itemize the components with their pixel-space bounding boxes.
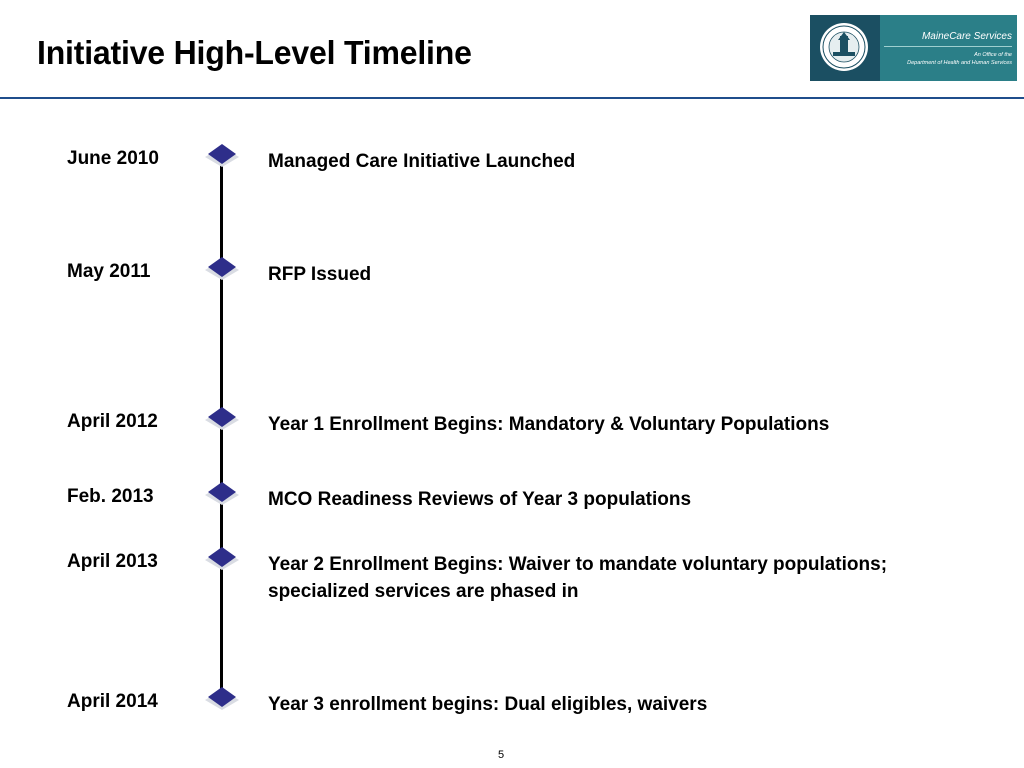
state-seal-icon [819,22,869,72]
event-description: Year 2 Enrollment Begins: Waiver to mandate voluntary populations; specialized services are phased in [268,554,888,602]
header-rule [0,97,1024,99]
logo-brand: MaineCare Services [921,31,1012,42]
diamond-marker-icon [202,143,242,173]
logo-subtitle-1: An Office of the [974,52,1012,58]
diamond-marker-icon [202,256,242,286]
event-date: May 2011 [67,261,151,282]
diamond-marker-icon [202,546,242,576]
page-title: Initiative High-Level Timeline [37,34,472,71]
event-description: RFP Issued [268,264,372,285]
page-number: 5 [498,749,505,761]
event-date: April 2013 [67,551,158,572]
event-date: April 2012 [67,411,158,432]
mainecare-logo [810,15,1017,81]
event-date: Feb. 2013 [67,486,154,507]
logo-subtitle-2: Department of Health and Human Services [907,60,1012,66]
diamond-marker-icon [202,686,242,716]
event-description: Year 3 enrollment begins: Dual eligibles, waivers [268,694,708,715]
event-date: April 2014 [67,691,158,712]
event-date: June 2010 [67,148,159,169]
diamond-marker-icon [202,406,242,436]
event-description: Managed Care Initiative Launched [268,151,576,172]
logo-divider [884,46,1012,47]
diamond-marker-icon [202,481,242,511]
event-description: MCO Readiness Reviews of Year 3 populations [268,489,692,510]
event-description: Year 1 Enrollment Begins: Mandatory & Voluntary Populations [268,414,830,435]
